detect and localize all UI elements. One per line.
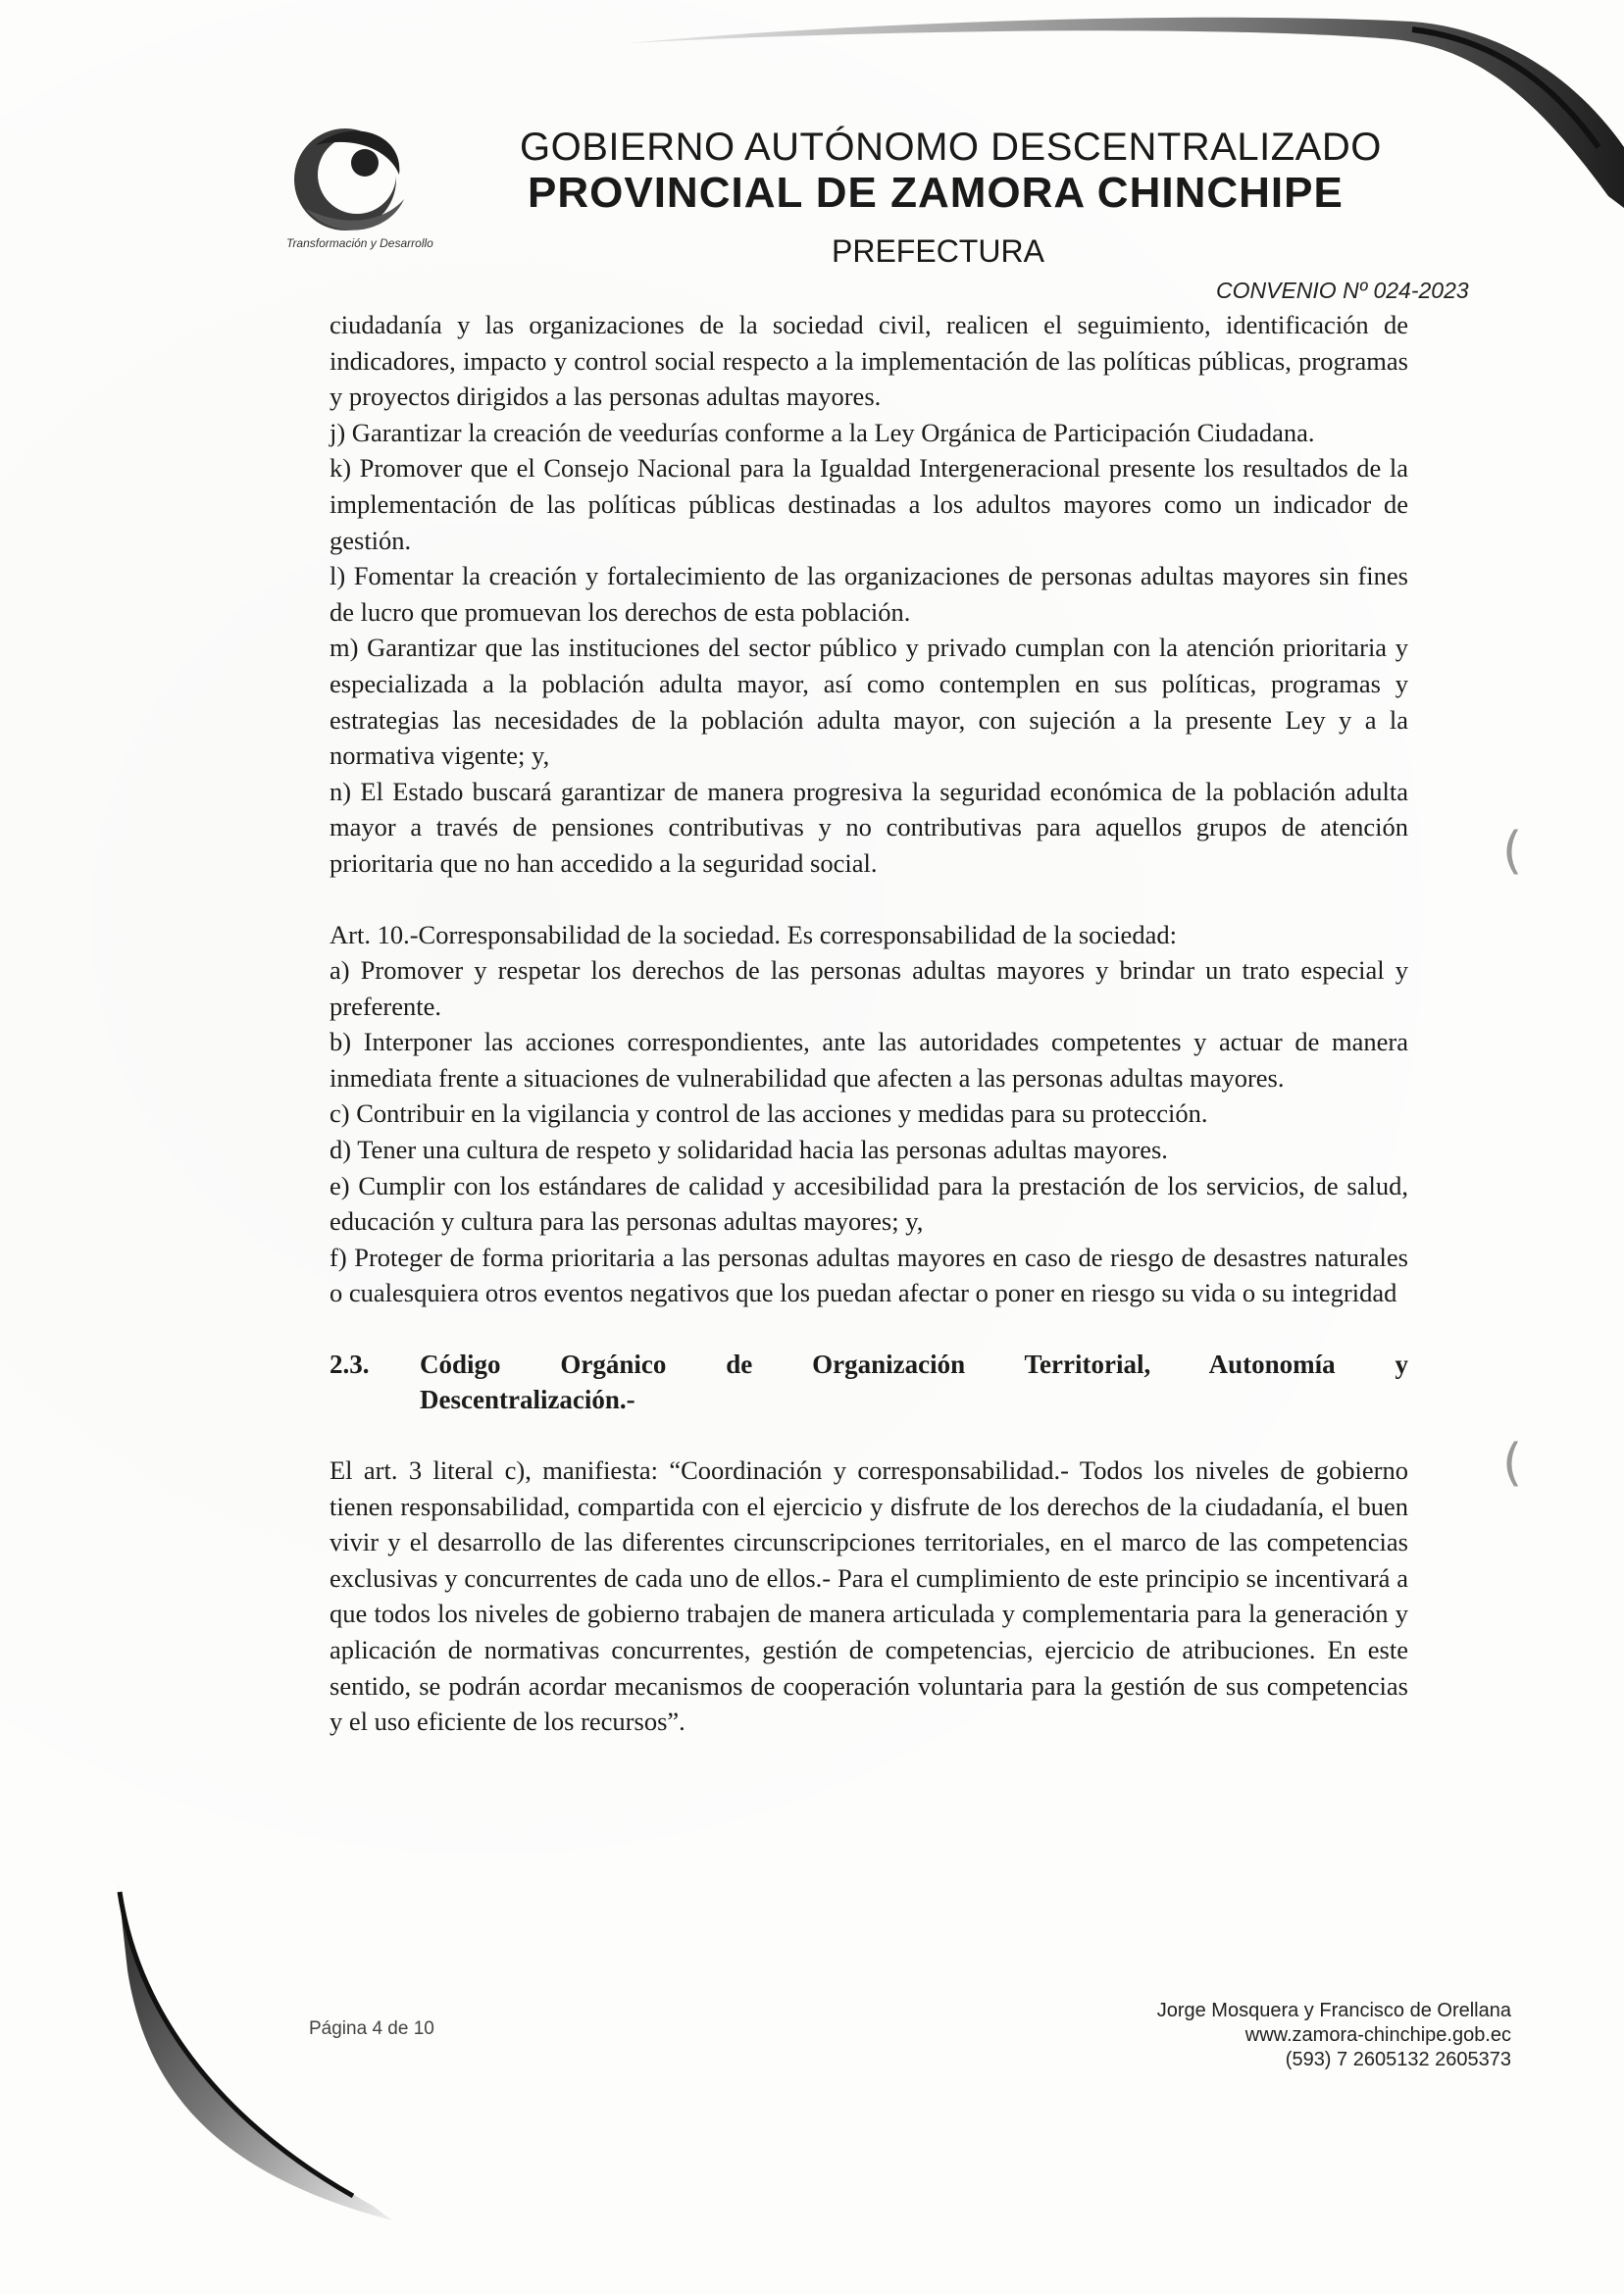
section-number: 2.3. — [330, 1350, 370, 1380]
list-item: j) Garantizar la creación de veedurías conforme a la Ley Orgánica de Participación Ciudadana. — [330, 417, 1315, 447]
footer-contact — [1157, 1999, 1511, 2072]
document-body — [330, 307, 1408, 1740]
list-item: a) Promover y respetar los derechos de las personas adultas mayores y brindar un trato especial y preferente. — [330, 955, 1408, 1021]
footer-swoosh-decoration — [0, 1882, 392, 2294]
closing-paragraph: El art. 3 literal c), manifiesta: “Coordinación y corresponsabilidad.- Todos los niveles de gobierno tienen responsabilidad, compartida con el ejercicio y disfrute de los derechos de la ciudadanía, el buen vivir y el desarrollo de las diferentes circunscripciones territoriales, en el marco de las competencias exclusivas y concurrentes de cada uno de ellos.- Para el cumplimiento de este principio se incentivará a que todos los niveles de gobierno trabajen de manera articulada y complementaria para la generación y aplicación de normativas concurrentes, gestión de competencias, ejercicio de atribuciones. En este sentido, se podrán acordar mecanismos de cooperación voluntaria para la gestión de sus competencias y el uso eficiente de los recursos”. — [330, 1455, 1408, 1737]
section-title-line1: Código Orgánico de Organización Territorial, Autonomía y — [420, 1350, 1408, 1380]
section-title-line2: Descentralización.- — [420, 1385, 635, 1415]
article-10-block — [330, 917, 1408, 1312]
header-government-title: GOBIERNO AUTÓNOMO DESCENTRALIZADO — [520, 126, 1382, 169]
prefectura-logo — [277, 106, 424, 253]
list-item: b) Interponer las acciones correspondientes, ante las autoridades competentes y actuar de manera inmediata frente a situaciones de vulnerabilidad que afecten a las personas adultas mayores. — [330, 1027, 1408, 1093]
list-item: c) Contribuir en la vigilancia y control de las acciones y medidas para su protección. — [330, 1098, 1208, 1129]
footer-address: Jorge Mosquera y Francisco de Orellana — [1156, 2000, 1511, 2021]
list-item: k) Promover que el Consejo Nacional para la Igualdad Intergeneracional presente los resultados de la implementación de las políticas públicas destinadas a los adultos mayores como un indicador de gestión. — [330, 453, 1408, 555]
list-item: l) Fomentar la creación y fortalecimiento de las organizaciones de personas adultas mayores sin fines de lucro que promuevan los derechos de esta población. — [330, 561, 1408, 627]
logo-tagline: Transformación y Desarrollo — [286, 236, 433, 250]
margin-bracket-mark: ( — [1502, 822, 1523, 881]
continuation-paragraph: ciudadanía y las organizaciones de la sociedad civil, realicen el seguimiento, identificación de indicadores, impacto y control social respecto a la implementación de las políticas públicas, programas y proyectos dirigidos a las personas adultas mayores. — [330, 310, 1408, 412]
list-item: f) Proteger de forma prioritaria a las personas adultas mayores en caso de riesgo de desastres naturales o cualesquiera otros eventos negativos que los puedan afectar o poner en riesgo su vida o su integridad — [330, 1242, 1408, 1308]
article-10-intro: Art. 10.-Corresponsabilidad de la sociedad. Es corresponsabilidad de la sociedad: — [330, 919, 1177, 949]
page-number: Página 4 de 10 — [309, 2018, 434, 2039]
list-item: m) Garantizar que las instituciones del sector público y privado cumplan con la atención prioritaria y especializada a la población adulta mayor, así como contemplen en sus políticas, programas y estrategias las necesidades de la población adulta mayor, con sujeción a la presente Ley y a la normativa vigente; y, — [330, 633, 1408, 771]
list-item: n) El Estado buscará garantizar de manera progresiva la seguridad económica de la población adulta mayor a través de pensiones contributivas y no contributivas para aquellos grupos de atención prioritaria que no han accedido a la seguridad social. — [330, 776, 1408, 878]
list-item: d) Tener una cultura de respeto y solidaridad hacia las personas adultas mayores. — [330, 1135, 1168, 1165]
margin-bracket-mark: ( — [1502, 1434, 1523, 1493]
footer-website: www.zamora-chinchipe.gob.ec — [1244, 2024, 1511, 2046]
list-item: e) Cumplir con los estándares de calidad y accesibilidad para la prestación de los servicios, de salud, educación y cultura para las personas adultas mayores; y, — [330, 1170, 1408, 1237]
section-heading-2-3 — [330, 1347, 1408, 1417]
convenio-number: CONVENIO Nº 024-2023 — [1216, 278, 1469, 303]
header-prefectura: PREFECTURA — [832, 233, 1044, 269]
article-9-list — [330, 415, 1408, 882]
footer-phone: (593) 7 2605132 2605373 — [1285, 2049, 1511, 2070]
header-province-title: PROVINCIAL DE ZAMORA CHINCHIPE — [528, 169, 1344, 217]
